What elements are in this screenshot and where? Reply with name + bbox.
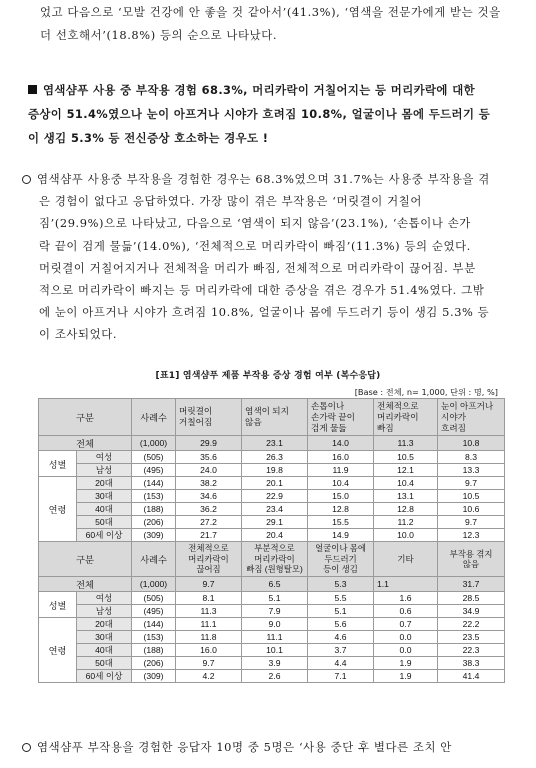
body-line: 은 경험이 없다고 응답하였다. 가장 많이 겪은 부작용은 ‘머릿결이 거칠어: [39, 194, 422, 208]
row-sample-size: (206): [132, 516, 176, 529]
cell-value: 1.9: [374, 670, 438, 683]
row-sample-size: (495): [132, 464, 176, 477]
table-row: [39, 644, 505, 657]
cell-value: 11.2: [374, 516, 438, 529]
table-row: [39, 477, 505, 490]
row-label: 50대: [77, 516, 132, 529]
cell-value: 36.2: [176, 503, 242, 516]
row-label: 남성: [77, 464, 132, 477]
cell-value: 14.9: [308, 529, 374, 542]
cell-value: 4.6: [308, 631, 374, 644]
symptom-table: [38, 398, 505, 683]
row-label: 50대: [77, 657, 132, 670]
table-row: [39, 631, 505, 644]
intro-line: 더 선호해서’(18.8%) 등의 순으로 나타났다.: [40, 28, 278, 42]
cell-value: 5.1: [242, 592, 308, 605]
cell-value: 16.0: [308, 451, 374, 464]
cell-value: 3.9: [242, 657, 308, 670]
header-group: 구분: [39, 542, 132, 577]
footer-line: 염색샴푸 부작용을 경험한 응답자 10명 중 5명은 ‘사용 중단 후 별다른 조치 안: [22, 739, 452, 755]
row-label: 전체: [39, 577, 132, 592]
table-base-note: [Base : 전체, n= 1,000, 단위 : 명, %]: [354, 387, 498, 397]
table-row: [39, 451, 505, 464]
row-label: 40대: [77, 503, 132, 516]
cell-value: 10.5: [438, 490, 505, 503]
row-label: 60세 이상: [77, 670, 132, 683]
cell-value: 11.1: [176, 618, 242, 631]
cell-value: 19.8: [242, 464, 308, 477]
table-row: [39, 490, 505, 503]
cell-value: 11.1: [242, 631, 308, 644]
table-header-row: [39, 542, 505, 577]
cell-value: 12.8: [308, 503, 374, 516]
group-label: 연령: [39, 477, 77, 542]
cell-value: 20.4: [242, 529, 308, 542]
row-sample-size: (309): [132, 670, 176, 683]
cell-value: 0.6: [374, 605, 438, 618]
cell-value: 2.6: [242, 670, 308, 683]
cell-value: 26.3: [242, 451, 308, 464]
headline-line: 이 생김 5.3% 등 전신증상 호소하는 경우도 !: [28, 131, 269, 145]
cell-value: 12.3: [438, 529, 505, 542]
row-label: 60세 이상: [77, 529, 132, 542]
table-caption: [표1] 염색샴푸 제품 부작용 증상 경험 여부 (복수응답): [155, 371, 381, 381]
header-symptom: 손톱이나 손가락 끝이 검게 물듦: [308, 399, 374, 436]
cell-value: 29.1: [242, 516, 308, 529]
cell-value: 9.7: [176, 577, 242, 592]
headline-line: 증상이 51.4%였으나 눈이 아프거나 시야가 흐려짐 10.8%, 얼굴이나 몸에 두드러기 등: [28, 107, 491, 121]
cell-value: 5.6: [308, 618, 374, 631]
row-sample-size: (505): [132, 451, 176, 464]
row-sample-size: (495): [132, 605, 176, 618]
row-sample-size: (1,000): [132, 577, 176, 592]
cell-value: 1.1: [374, 577, 438, 592]
table-row: [39, 464, 505, 477]
row-sample-size: (144): [132, 618, 176, 631]
table-row: [39, 657, 505, 670]
cell-value: 38.3: [438, 657, 505, 670]
headline-line: 염색샴푸 사용 중 부작용 경험 68.3%, 머리카락이 거칠어지는 등 머리카락에 대한: [28, 82, 475, 98]
row-label: 전체: [39, 436, 132, 451]
cell-value: 10.6: [438, 503, 505, 516]
body-line: 이 조사되었다.: [39, 327, 118, 341]
cell-value: 10.4: [374, 477, 438, 490]
cell-value: 15.0: [308, 490, 374, 503]
cell-value: 23.4: [242, 503, 308, 516]
header-symptom: 전체적으로 머리카락이 끊어짐: [176, 542, 242, 577]
row-sample-size: (188): [132, 644, 176, 657]
cell-value: 10.8: [438, 436, 505, 451]
cell-value: 11.3: [374, 436, 438, 451]
header-symptom: 눈이 아프거나 시야가 흐려짐: [438, 399, 505, 436]
cell-value: 4.2: [176, 670, 242, 683]
cell-value: 10.1: [242, 644, 308, 657]
body-line: 적으로 머리카락이 빠지는 등 머리카락에 대한 증상을 겪은 경우가 51.4%였다. 그밖: [39, 283, 485, 297]
row-sample-size: (505): [132, 592, 176, 605]
row-sample-size: (1,000): [132, 436, 176, 451]
table-row: [39, 529, 505, 542]
cell-value: 15.5: [308, 516, 374, 529]
row-label: 40대: [77, 644, 132, 657]
row-sample-size: (153): [132, 490, 176, 503]
cell-value: 16.0: [176, 644, 242, 657]
header-symptom: 부작용 겪지 않음: [438, 542, 505, 577]
header-sample-size: 사례수: [132, 399, 176, 436]
row-sample-size: (206): [132, 657, 176, 670]
body-line: 에 눈이 아프거나 시야가 흐려짐 10.8%, 얼굴이나 몸에 두드러기 등이 생김 5.3% 등: [39, 305, 490, 319]
body-line: 머릿결이 거칠어지거나 전체적을 머리가 빠짐, 전체적으로 머리카락이 끊어짐. 부분: [39, 261, 476, 275]
row-label: 남성: [77, 605, 132, 618]
cell-value: 7.1: [308, 670, 374, 683]
table-total-row: [39, 436, 505, 451]
row-label: 30대: [77, 631, 132, 644]
cell-value: 34.6: [176, 490, 242, 503]
table-row: [39, 503, 505, 516]
cell-value: 10.5: [374, 451, 438, 464]
cell-value: 13.3: [438, 464, 505, 477]
row-sample-size: (188): [132, 503, 176, 516]
header-symptom: 부분적으로 머리카락이 빠짐 (원형탈모): [242, 542, 308, 577]
cell-value: 22.2: [438, 618, 505, 631]
table-total-row: [39, 577, 505, 592]
row-sample-size: (309): [132, 529, 176, 542]
cell-value: 28.5: [438, 592, 505, 605]
cell-value: 35.6: [176, 451, 242, 464]
cell-value: 10.4: [308, 477, 374, 490]
cell-value: 9.7: [438, 477, 505, 490]
header-sample-size: 사례수: [132, 542, 176, 577]
header-symptom: 염색이 되지 않음: [242, 399, 308, 436]
header-symptom: 얼굴이나 몸에 두드러기 등이 생김: [308, 542, 374, 577]
table-row: [39, 618, 505, 631]
row-label: 여성: [77, 451, 132, 464]
cell-value: 6.5: [242, 577, 308, 592]
table-row: [39, 670, 505, 683]
body-line: 짐’(29.9%)으로 나타났고, 다음으로 ‘염색이 되지 않음’(23.1%), ‘손톱이나 손가: [39, 216, 471, 230]
cell-value: 8.3: [438, 451, 505, 464]
cell-value: 12.8: [374, 503, 438, 516]
cell-value: 34.9: [438, 605, 505, 618]
group-label: 성별: [39, 451, 77, 477]
cell-value: 20.1: [242, 477, 308, 490]
body-line: 염색샴푸 사용중 부작용을 경험한 경우는 68.3%였으며 31.7%는 사용중 부작용을 겪: [22, 171, 490, 187]
cell-value: 0.0: [374, 631, 438, 644]
table-header-row: [39, 399, 505, 436]
cell-value: 5.3: [308, 577, 374, 592]
cell-value: 38.2: [176, 477, 242, 490]
table-row: [39, 516, 505, 529]
cell-value: 9.7: [438, 516, 505, 529]
cell-value: 41.4: [438, 670, 505, 683]
cell-value: 4.4: [308, 657, 374, 670]
body-line: 락 끝이 검게 물듦’(14.0%), ‘전체적으로 머리카락이 빠짐’(11.3%) 등의 순였다.: [39, 239, 471, 253]
cell-value: 10.0: [374, 529, 438, 542]
header-symptom: 전체적으로 머리카락이 빠짐: [374, 399, 438, 436]
cell-value: 12.1: [374, 464, 438, 477]
cell-value: 31.7: [438, 577, 505, 592]
cell-value: 0.7: [374, 618, 438, 631]
cell-value: 5.1: [308, 605, 374, 618]
header-symptom: 머릿결이 거칠어짐: [176, 399, 242, 436]
row-sample-size: (153): [132, 631, 176, 644]
cell-value: 8.1: [176, 592, 242, 605]
cell-value: 11.3: [176, 605, 242, 618]
row-sample-size: (144): [132, 477, 176, 490]
cell-value: 24.0: [176, 464, 242, 477]
cell-value: 11.9: [308, 464, 374, 477]
cell-value: 3.7: [308, 644, 374, 657]
cell-value: 27.2: [176, 516, 242, 529]
header-group: 구분: [39, 399, 132, 436]
cell-value: 1.9: [374, 657, 438, 670]
intro-line: 었고 다음으로 ‘모발 건강에 안 좋을 것 같아서’(41.3%), ‘염색을 전문가에게 받는 것을: [40, 5, 501, 19]
cell-value: 13.1: [374, 490, 438, 503]
group-label: 연령: [39, 618, 77, 683]
cell-value: 22.3: [438, 644, 505, 657]
circle-bullet-icon: [22, 175, 31, 184]
row-label: 여성: [77, 592, 132, 605]
cell-value: 5.5: [308, 592, 374, 605]
cell-value: 9.7: [176, 657, 242, 670]
cell-value: 7.9: [242, 605, 308, 618]
cell-value: 23.1: [242, 436, 308, 451]
cell-value: 23.5: [438, 631, 505, 644]
cell-value: 22.9: [242, 490, 308, 503]
circle-bullet-icon: [22, 743, 31, 752]
table-row: [39, 605, 505, 618]
row-label: 30대: [77, 490, 132, 503]
row-label: 20대: [77, 618, 132, 631]
cell-value: 29.9: [176, 436, 242, 451]
table-row: [39, 592, 505, 605]
group-label: 성별: [39, 592, 77, 618]
cell-value: 21.7: [176, 529, 242, 542]
cell-value: 14.0: [308, 436, 374, 451]
cell-value: 11.8: [176, 631, 242, 644]
square-bullet-icon: [28, 85, 37, 94]
row-label: 20대: [77, 477, 132, 490]
cell-value: 9.0: [242, 618, 308, 631]
header-symptom: 기타: [374, 542, 438, 577]
cell-value: 0.0: [374, 644, 438, 657]
cell-value: 1.6: [374, 592, 438, 605]
